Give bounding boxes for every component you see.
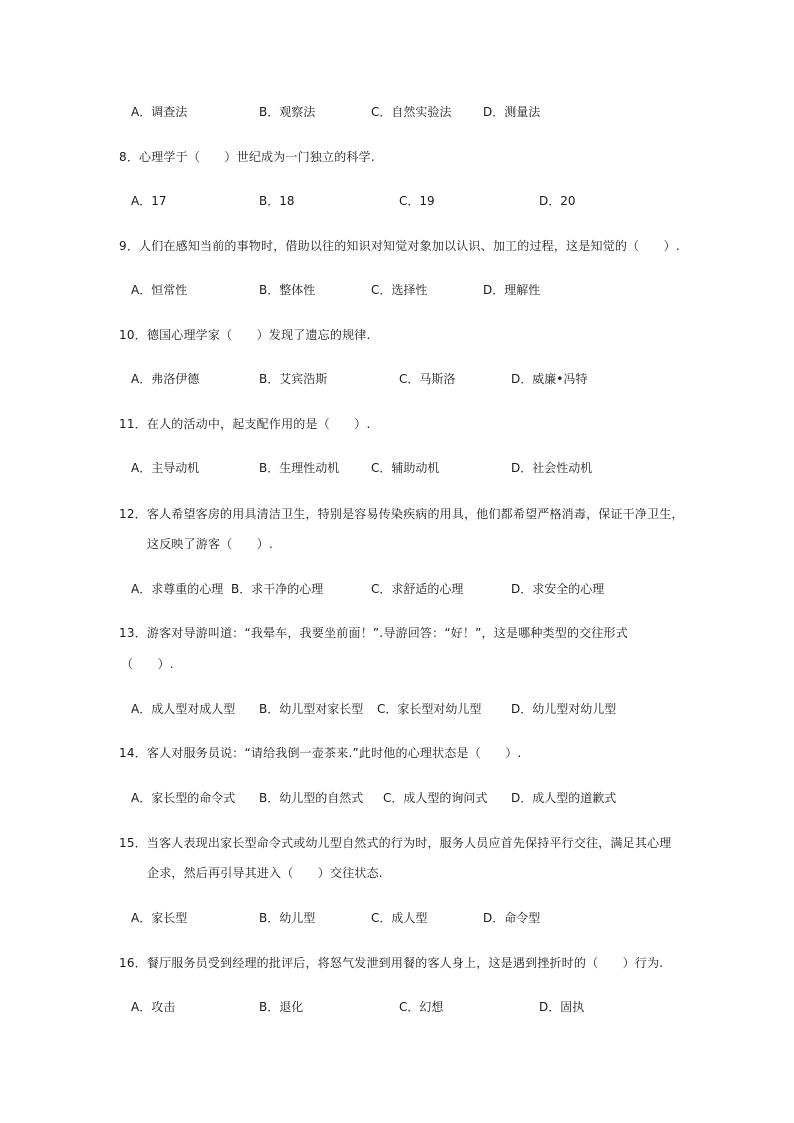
option-c[interactable]: C．家长型对幼儿型 [377, 702, 482, 716]
option-d[interactable]: D．求安全的心理 [511, 582, 605, 596]
option-d[interactable]: D．命令型 [483, 911, 541, 925]
option-d[interactable]: D．幼儿型对幼儿型 [511, 702, 617, 716]
option-c[interactable]: C．求舒适的心理 [371, 582, 464, 596]
question-15-text-line1: 15．当客人表现出家长型命令式或幼儿型自然式的行为时，服务人员应首先保持平行交往，满足其心理 [119, 836, 672, 850]
option-b[interactable]: B．生理性动机 [259, 461, 340, 475]
question-8-text: 8．心理学于（ ）世纪成为一门独立的科学. [119, 150, 375, 164]
option-a[interactable]: A．弗洛伊德 [131, 372, 200, 386]
option-d[interactable]: D．20 [539, 194, 576, 208]
option-d[interactable]: D．成人型的道歉式 [511, 791, 617, 805]
option-b[interactable]: B．艾宾浩斯 [259, 372, 328, 386]
question-12-text-line2: 这反映了游客（ ）. [147, 537, 274, 551]
option-d[interactable]: D．理解性 [483, 283, 541, 297]
question-9-text: 9．人们在感知当前的事物时，借助以往的知识对知觉对象加以认识、加工的过程，这是知觉的（ ）. [119, 239, 680, 253]
option-a[interactable]: A．求尊重的心理 [131, 582, 224, 596]
question-16-text: 16．餐厅服务员受到经理的批评后，将怒气发泄到用餐的客人身上，这是遇到挫折时的（ ）行为. [119, 956, 664, 970]
option-d[interactable]: D．测量法 [483, 105, 541, 119]
option-b[interactable]: B．幼儿型 [259, 911, 316, 925]
option-d[interactable]: D．社会性动机 [511, 461, 593, 475]
option-a[interactable]: A．攻击 [131, 1000, 176, 1014]
option-b[interactable]: B．求干净的心理 [231, 582, 324, 596]
option-a[interactable]: A．调查法 [131, 105, 188, 119]
option-b[interactable]: B．幼儿型对家长型 [259, 702, 364, 716]
option-b[interactable]: B．整体性 [259, 283, 316, 297]
option-c[interactable]: C．自然实验法 [371, 105, 452, 119]
option-c[interactable]: C．成人型 [371, 911, 428, 925]
option-a[interactable]: A．家长型的命令式 [131, 791, 236, 805]
option-a[interactable]: A．家长型 [131, 911, 188, 925]
option-a[interactable]: A．17 [131, 194, 167, 208]
question-10-text: 10．德国心理学家（ ）发现了遗忘的规律. [119, 328, 371, 342]
option-d[interactable]: D．威廉•冯特 [511, 372, 588, 386]
option-c[interactable]: C．19 [399, 194, 435, 208]
option-d[interactable]: D．固执 [539, 1000, 585, 1014]
question-13-text-line1: 13．游客对导游叫道：“我晕车，我要坐前面！”.导游回答：“好！”，这是哪种类型的交往形式 [119, 626, 628, 640]
option-b[interactable]: B．退化 [259, 1000, 304, 1014]
question-13-text-line2: （ ）. [121, 657, 174, 671]
option-c[interactable]: C．辅助动机 [371, 461, 440, 475]
option-c[interactable]: C．马斯洛 [399, 372, 456, 386]
option-c[interactable]: C．成人型的询问式 [383, 791, 488, 805]
question-14-text: 14．客人对服务员说：“请给我倒一壶茶来.”此时他的心理状态是（ ）. [119, 746, 522, 760]
option-c[interactable]: C．选择性 [371, 283, 428, 297]
option-c[interactable]: C．幻想 [399, 1000, 444, 1014]
option-b[interactable]: B．观察法 [259, 105, 316, 119]
option-b[interactable]: B．幼儿型的自然式 [259, 791, 364, 805]
question-15-text-line2: 企求，然后再引导其进入（ ）交往状态. [147, 866, 383, 880]
option-a[interactable]: A．恒常性 [131, 283, 188, 297]
option-a[interactable]: A．成人型对成人型 [131, 702, 236, 716]
option-b[interactable]: B．18 [259, 194, 295, 208]
question-12-text-line1: 12．客人希望客房的用具清洁卫生，特别是容易传染疾病的用具，他们都希望严格消毒，保证干净卫生， [119, 507, 684, 521]
option-a[interactable]: A．主导动机 [131, 461, 200, 475]
question-11-text: 11．在人的活动中，起支配作用的是（ ）. [119, 417, 371, 431]
